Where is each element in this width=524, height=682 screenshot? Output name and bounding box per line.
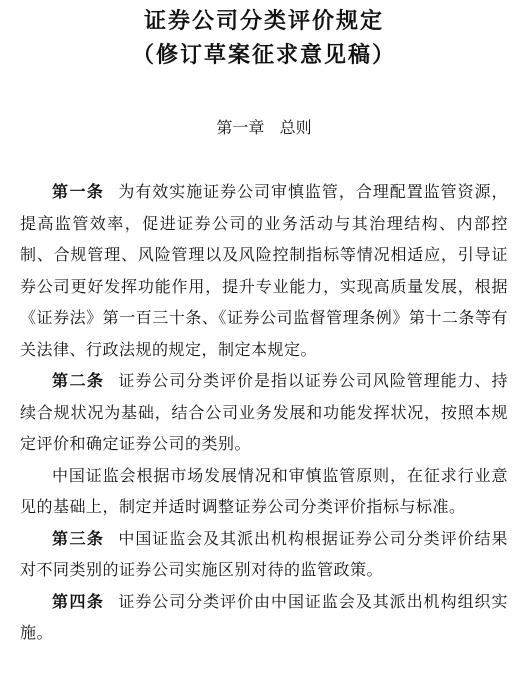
document-subtitle: （修订草案征求意见稿） <box>131 43 396 68</box>
article-4 <box>20 586 508 649</box>
article-label: 第三条 <box>52 528 105 548</box>
chapter-number: 第一章 <box>216 118 265 137</box>
document-title: 证券公司分类评价规定 <box>143 9 384 34</box>
article-text: 为有效实施证券公司审慎监管，合理配置监管资源，提高监管效率，促进证券公司的业务活动与其治理结构、内部控制、合规管理、风险管理以及风险控制指标等情况相适应，引导证券公司更好发挥功能作用，提升专业能力，实现高质量发展，根据《证券法》第一百三十条、《证券公司监督管理条例》第十二条等有关法律、行政法规的规定，制定本规定。 <box>20 182 508 359</box>
article-label: 第四条 <box>52 591 105 611</box>
article-label: 第二条 <box>52 371 105 390</box>
article-2-paragraph-2 <box>20 460 508 523</box>
article-3 <box>20 523 508 586</box>
article-text: 证券公司分类评价由中国证监会及其派出机构组织实施。 <box>20 591 508 642</box>
article-text: 中国证监会及其派出机构根据证券公司分类评价结果对不同类别的证券公司实施区别对待的监管政策。 <box>20 528 508 579</box>
article-label: 第一条 <box>52 182 105 201</box>
article-2 <box>20 365 508 460</box>
chapter-name: 总则 <box>279 118 312 137</box>
article-text: 中国证监会根据市场发展情况和审慎监管原则，在征求行业意见的基础上，制定并适时调整证券公司分类评价指标与标准。 <box>20 465 508 516</box>
article-1 <box>20 176 508 365</box>
article-text: 证券公司分类评价是指以证券公司风险管理能力、持续合规状况为基础，结合公司业务发展和功能发挥状况，按照本规定评价和确定证券公司的类别。 <box>20 371 508 453</box>
chapter-heading <box>20 116 508 140</box>
